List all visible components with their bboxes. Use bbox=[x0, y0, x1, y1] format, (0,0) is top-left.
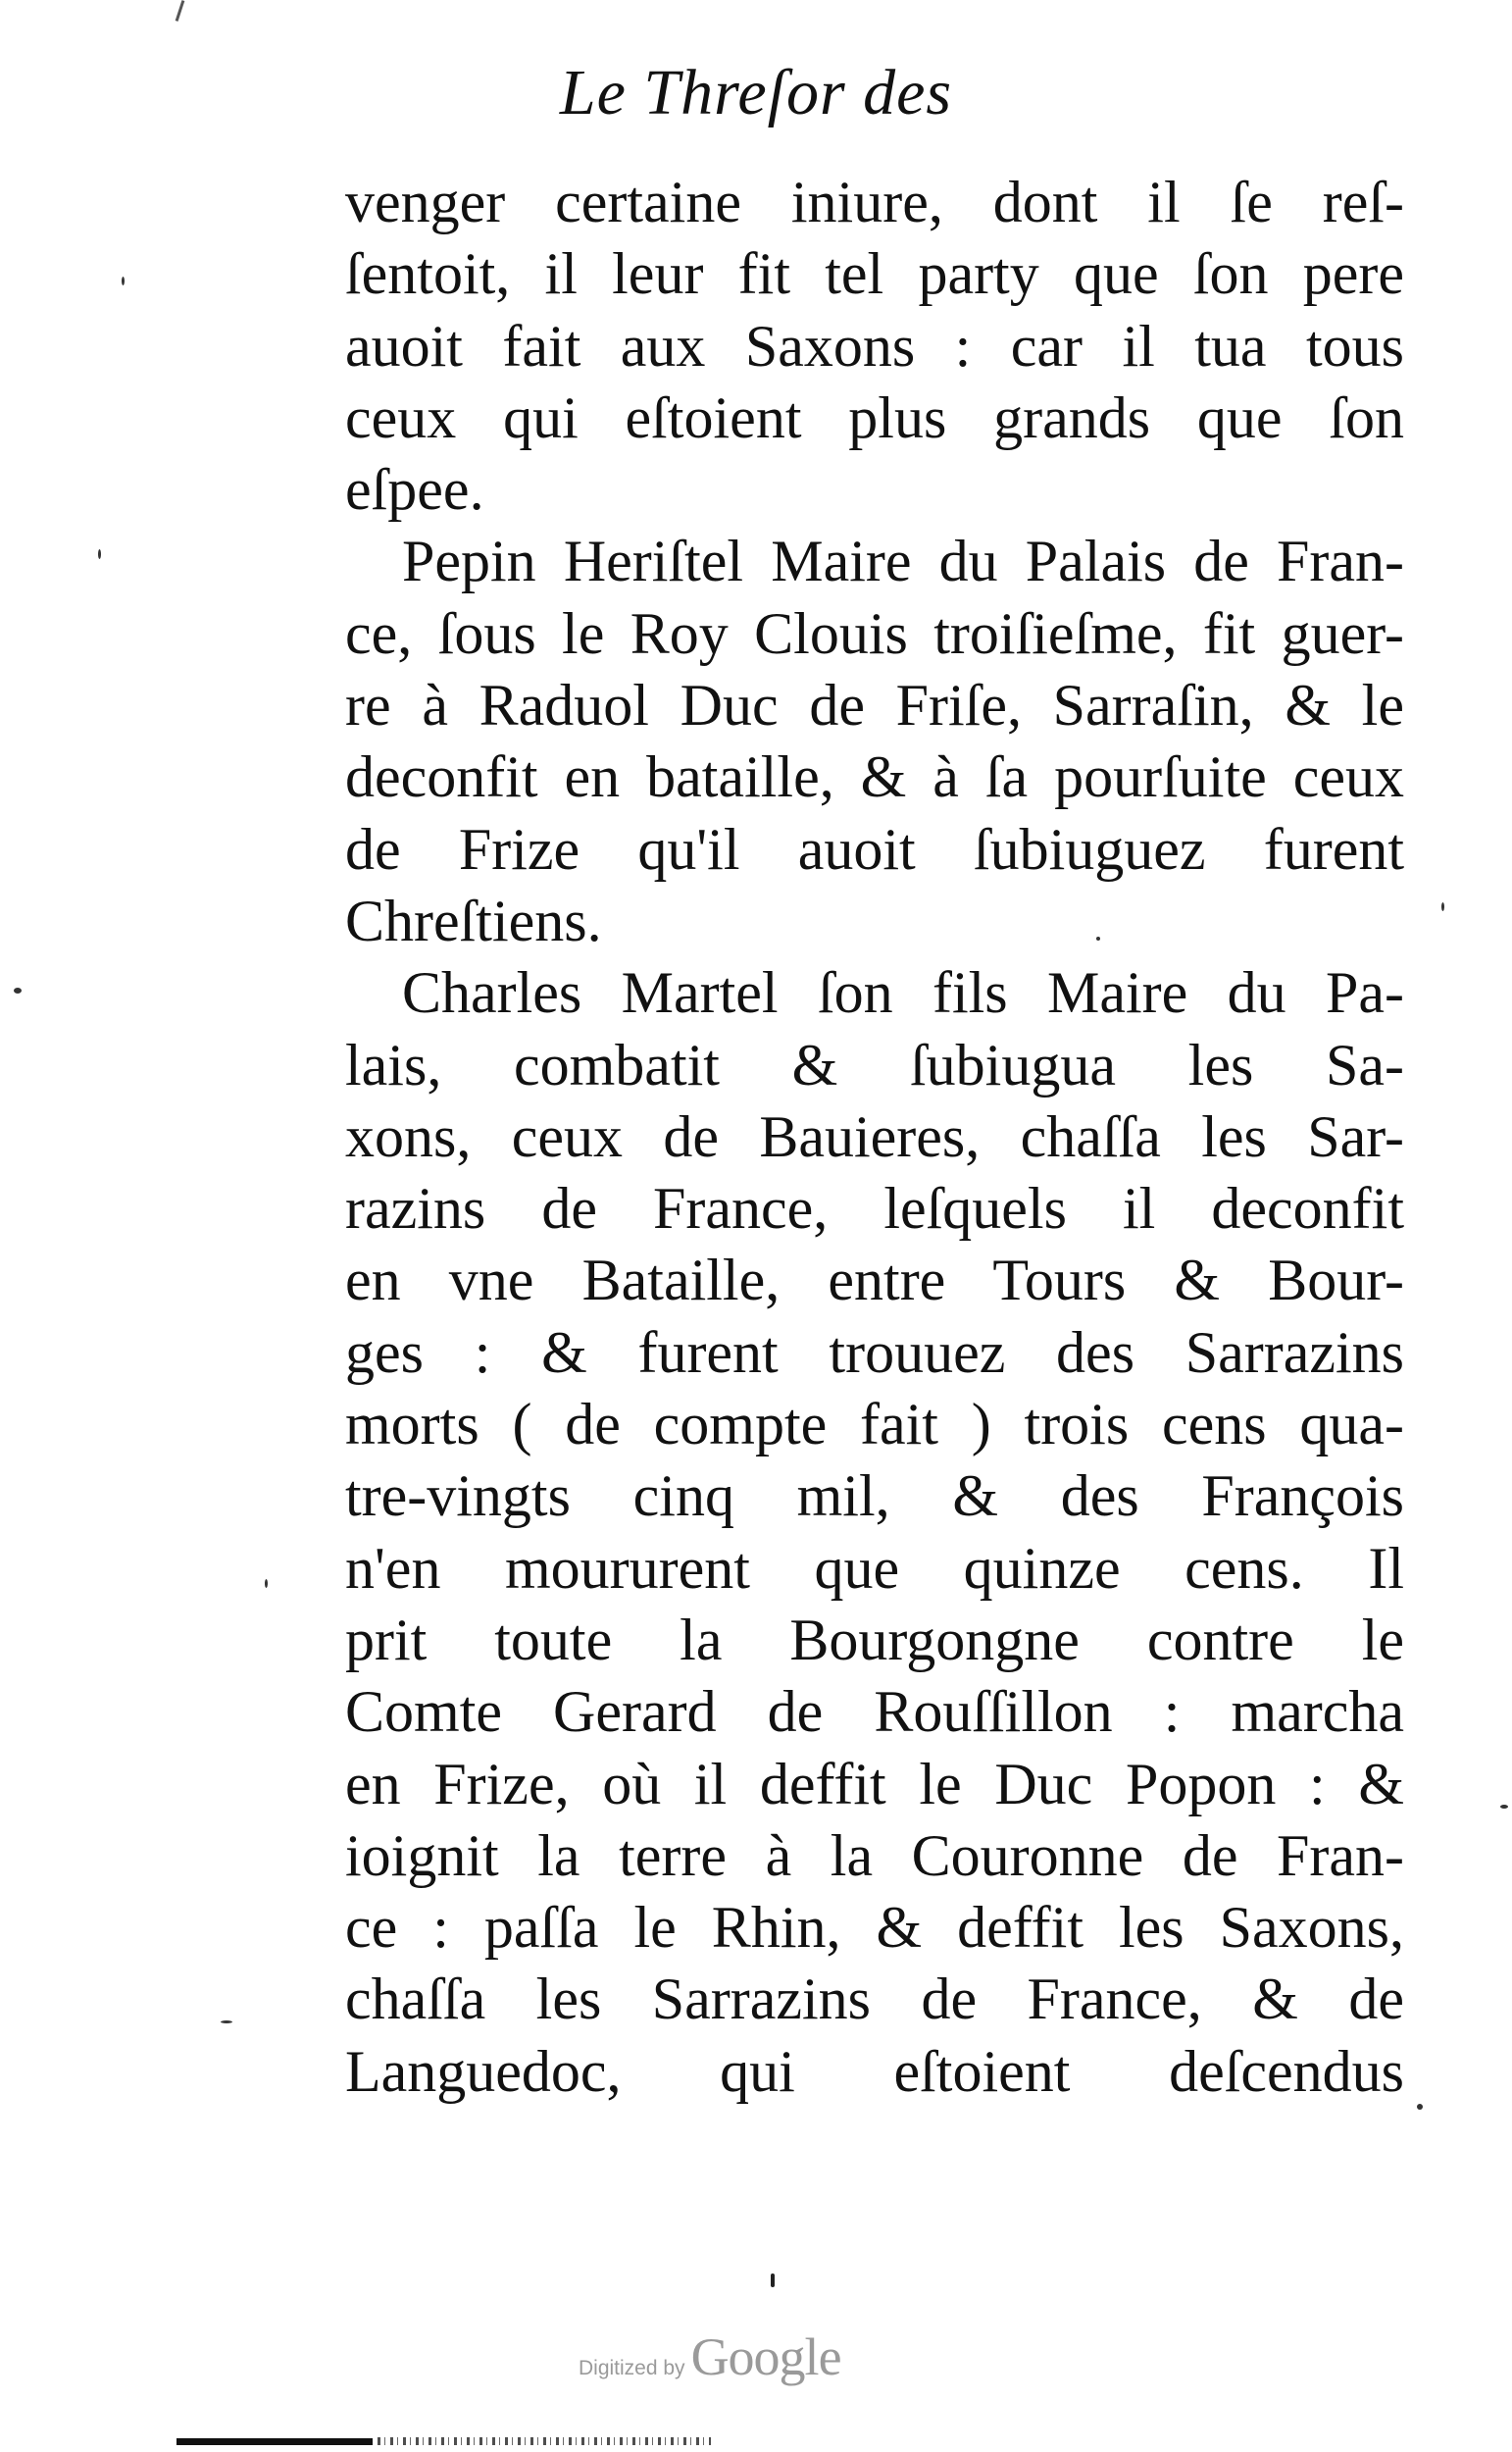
signature-mark bbox=[771, 2273, 775, 2287]
ink-speck bbox=[1500, 1805, 1508, 1809]
ink-speck bbox=[122, 277, 125, 285]
scan-edge-bar bbox=[176, 2438, 373, 2445]
text-line: tre-vingts cinq mil, & des François bbox=[345, 1463, 1404, 1529]
text-line: n'en moururent que quinze cens. Il bbox=[345, 1535, 1404, 1601]
ink-speck bbox=[98, 549, 101, 559]
scan-edge-noise bbox=[378, 2437, 711, 2445]
text-line: Chreſtiens. bbox=[345, 888, 602, 953]
text-line: xons, ceux de Bauieres, chaſſa les Sar- bbox=[345, 1103, 1404, 1169]
watermark-prefix: Digitized by bbox=[579, 2357, 685, 2379]
text-line: ges : & furent trouuez des Sarrazins bbox=[345, 1319, 1404, 1385]
ink-speck bbox=[265, 1579, 268, 1588]
text-line: deconfit en bataille, & à ſa pourſuite ceux bbox=[345, 744, 1404, 810]
text-line: en vne Bataille, entre Tours & Bour- bbox=[345, 1248, 1404, 1313]
ink-speck bbox=[1417, 2104, 1423, 2110]
text-line: ce : paſſa le Rhin, & deffit les Saxons, bbox=[345, 1895, 1404, 1961]
text-line: ſentoit, il leur fit tel party que ſon pere bbox=[345, 241, 1404, 307]
corner-ink-mark bbox=[176, 0, 185, 22]
text-line: Pepin Heriſtel Maire du Palais de Fran- bbox=[402, 529, 1404, 594]
ink-speck bbox=[221, 2020, 232, 2023]
ink-speck bbox=[14, 988, 22, 994]
text-line: Charles Martel ſon fils Maire du Pa- bbox=[402, 960, 1404, 1026]
text-line: razins de France, leſquels il deconfit bbox=[345, 1176, 1404, 1242]
text-line: ceux qui eſtoient plus grands que ſon bbox=[345, 384, 1404, 450]
text-line: en Frize, où il deffit le Duc Popon : & bbox=[345, 1751, 1404, 1816]
text-line: lais, combatit & ſubiugua les Sa- bbox=[345, 1032, 1404, 1098]
text-line: eſpee. bbox=[345, 457, 484, 523]
text-line: Languedoc, qui eſtoient deſcendus bbox=[345, 2038, 1404, 2104]
scan-edge-strip bbox=[167, 2434, 716, 2448]
text-line: venger certaine iniure, dont il ſe reſ- bbox=[345, 170, 1404, 234]
text-line: chaſſa les Sarrazins de France, & de bbox=[345, 1967, 1404, 2032]
text-line: ce, ſous le Roy Clouis troiſieſme, fit guer- bbox=[345, 600, 1404, 666]
text-line: morts ( de compte fait ) trois cens qua- bbox=[345, 1392, 1404, 1457]
text-line: re à Raduol Duc de Friſe, Sarraſin, & le bbox=[345, 673, 1404, 739]
body-text bbox=[345, 167, 1404, 2108]
ink-speck bbox=[1441, 902, 1444, 911]
text-line: de Frize qu'il auoit ſubiuguez furent bbox=[345, 816, 1404, 882]
text-line: ioignit la terre à la Couronne de Fran- bbox=[345, 1822, 1404, 1888]
running-head: Le Threſor des bbox=[559, 57, 953, 128]
text-line: Comte Gerard de Rouſſillon : marcha bbox=[345, 1679, 1404, 1745]
digitization-watermark bbox=[579, 2326, 841, 2385]
text-line: prit toute la Bourgongne contre le bbox=[345, 1607, 1404, 1672]
ink-speck bbox=[1096, 937, 1100, 941]
text-line: auoit fait aux Saxons : car il tua tous bbox=[345, 313, 1404, 379]
google-logo: Google bbox=[690, 2327, 841, 2386]
